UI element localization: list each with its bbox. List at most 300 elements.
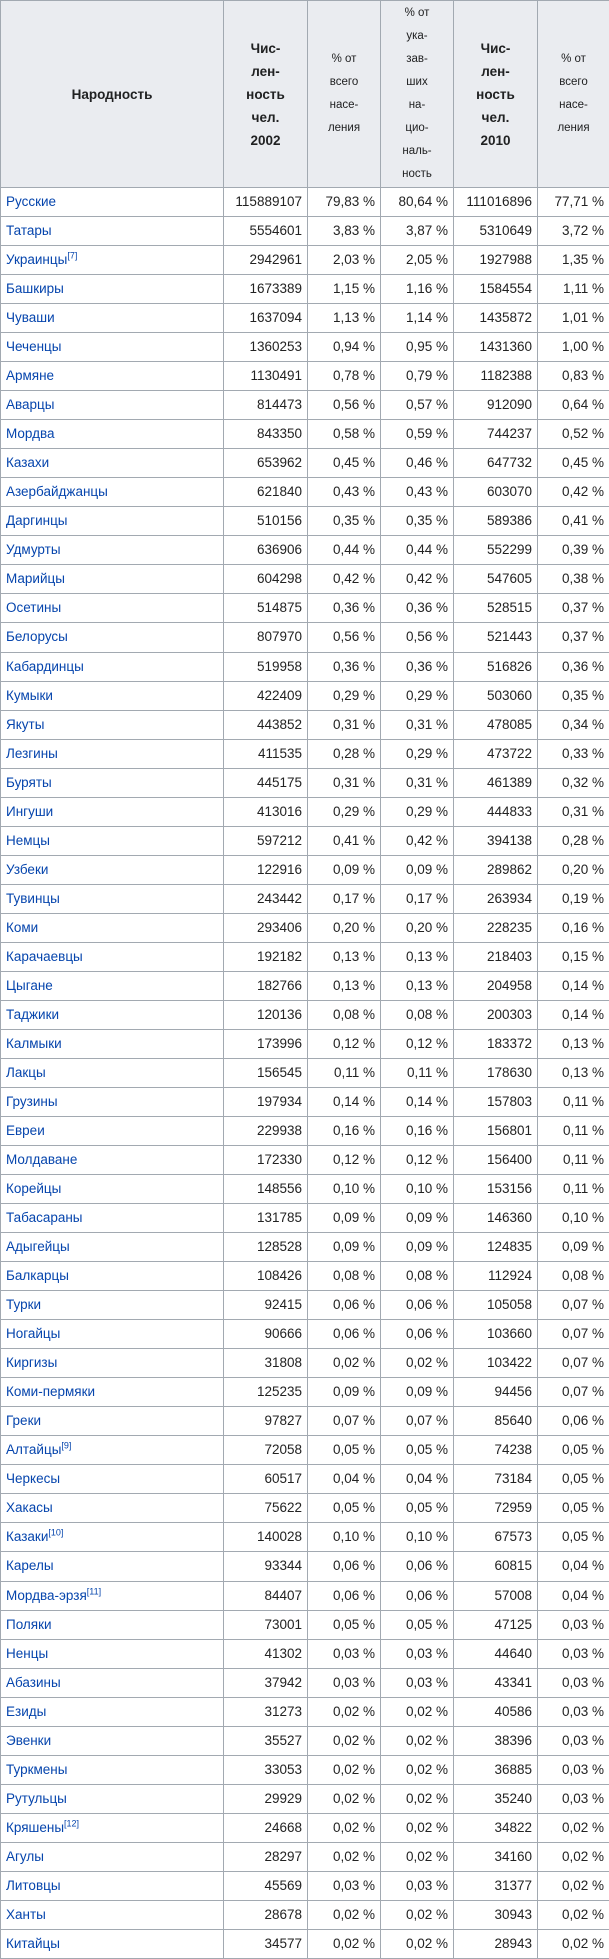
pct-total-2002-cell: 0,29 % <box>308 681 381 710</box>
nationality-link[interactable] <box>1 1871 224 1900</box>
table-row <box>1 1523 609 1552</box>
pct-total-2002-cell: 79,83 % <box>308 188 381 217</box>
nationality-link[interactable] <box>1 1813 224 1842</box>
count-2002-cell: 128528 <box>224 1233 308 1262</box>
nationality-link[interactable] <box>1 1784 224 1813</box>
count-2002-cell: 24668 <box>224 1813 308 1842</box>
nationality-link[interactable] <box>1 478 224 507</box>
pct-declared-cell: 0,20 % <box>381 913 454 942</box>
pct-total-2002-cell: 0,13 % <box>308 942 381 971</box>
count-2010-cell: 74238 <box>454 1436 538 1465</box>
count-2002-cell: 122916 <box>224 855 308 884</box>
count-2010-cell: 218403 <box>454 942 538 971</box>
pct-declared-cell: 0,02 % <box>381 1929 454 1958</box>
pct-total-2010-cell: 0,11 % <box>538 1117 609 1146</box>
nationality-name[interactable]: Корейцы <box>6 1181 62 1197</box>
pct-declared-cell: 0,59 % <box>381 420 454 449</box>
nationality-name[interactable]: Марийцы <box>6 571 65 587</box>
nationality-name[interactable]: Греки <box>6 1413 42 1429</box>
nationality-link[interactable] <box>1 1146 224 1175</box>
nationality-name[interactable]: Литовцы <box>6 1877 61 1893</box>
nationality-name[interactable]: Грузины <box>6 1093 58 1109</box>
count-2002-cell: 108426 <box>224 1262 308 1291</box>
pct-total-2010-cell: 0,37 % <box>538 623 609 652</box>
pct-total-2002-cell: 0,16 % <box>308 1117 381 1146</box>
pct-total-2002-cell: 0,12 % <box>308 1146 381 1175</box>
pct-declared-cell: 0,06 % <box>381 1581 454 1610</box>
count-2010-cell: 72959 <box>454 1494 538 1523</box>
pct-declared-cell: 0,36 % <box>381 594 454 623</box>
header-count-2002[interactable]: Чис- лен- ность чел. 2002 <box>224 1 308 188</box>
nationality-name[interactable]: Буряты <box>6 774 52 790</box>
nationality-name[interactable]: Хакасы <box>6 1500 53 1516</box>
nationality-name[interactable]: Таджики <box>6 1006 60 1022</box>
pct-total-2002-cell: 0,36 % <box>308 594 381 623</box>
nationality-name[interactable]: Белорусы <box>6 629 68 645</box>
count-2010-cell: 204958 <box>454 971 538 1000</box>
nationality-name[interactable]: Поляки <box>6 1616 52 1632</box>
nationality-link[interactable] <box>1 1407 224 1436</box>
nationality-name[interactable]: Кумыки <box>6 687 53 703</box>
pct-declared-cell: 0,36 % <box>381 652 454 681</box>
nationality-name[interactable]: Абазины <box>6 1674 61 1690</box>
header-pct-total-2010[interactable]: % от всего насе- ления <box>538 1 609 188</box>
pct-declared-cell: 80,64 % <box>381 188 454 217</box>
pct-declared-cell: 0,16 % <box>381 1117 454 1146</box>
count-2010-cell: 85640 <box>454 1407 538 1436</box>
nationality-name[interactable]: Якуты <box>6 716 45 732</box>
pct-total-2010-cell: 0,03 % <box>538 1697 609 1726</box>
nationality-link[interactable] <box>1 449 224 478</box>
pct-total-2002-cell: 1,13 % <box>308 304 381 333</box>
nationality-name[interactable]: Мордва-эрзя <box>6 1587 87 1603</box>
count-2002-cell: 31273 <box>224 1697 308 1726</box>
pct-total-2010-cell: 0,03 % <box>538 1755 609 1784</box>
header-pct-total-2002[interactable]: % от всего насе- ления <box>308 1 381 188</box>
pct-declared-cell: 0,05 % <box>381 1610 454 1639</box>
nationality-name[interactable]: Тувинцы <box>6 890 60 906</box>
pct-declared-cell: 0,57 % <box>381 391 454 420</box>
table-row <box>1 710 609 739</box>
pct-total-2002-cell: 0,02 % <box>308 1813 381 1842</box>
nationality-name[interactable]: Черкесы <box>6 1471 61 1487</box>
count-2002-cell: 807970 <box>224 623 308 652</box>
nationality-name[interactable]: Эвенки <box>6 1732 52 1748</box>
nationality-name[interactable]: Киргизы <box>6 1355 58 1371</box>
nationality-link[interactable] <box>1 217 224 246</box>
pct-total-2010-cell: 0,19 % <box>538 884 609 913</box>
nationality-link[interactable] <box>1 681 224 710</box>
nationality-name[interactable]: Алтайцы <box>6 1442 62 1458</box>
count-2010-cell: 1927988 <box>454 246 538 275</box>
count-2010-cell: 444833 <box>454 797 538 826</box>
nationality-link[interactable] <box>1 333 224 362</box>
count-2010-cell: 60815 <box>454 1552 538 1581</box>
count-2002-cell: 5554601 <box>224 217 308 246</box>
table-row <box>1 855 609 884</box>
pct-total-2010-cell: 0,05 % <box>538 1494 609 1523</box>
count-2010-cell: 153156 <box>454 1175 538 1204</box>
nationality-link[interactable] <box>1 1494 224 1523</box>
nationality-link[interactable] <box>1 710 224 739</box>
count-2010-cell: 1431360 <box>454 333 538 362</box>
nationality-link[interactable] <box>1 536 224 565</box>
pct-total-2010-cell: 0,20 % <box>538 855 609 884</box>
table-row <box>1 536 609 565</box>
pct-total-2002-cell: 0,02 % <box>308 1697 381 1726</box>
table-row <box>1 1233 609 1262</box>
nationality-link[interactable] <box>1 391 224 420</box>
nationality-link[interactable] <box>1 1204 224 1233</box>
nationality-link[interactable] <box>1 275 224 304</box>
count-2010-cell: 67573 <box>454 1523 538 1552</box>
table-row <box>1 1204 609 1233</box>
nationality-link[interactable] <box>1 1087 224 1116</box>
nationality-name[interactable]: Ненцы <box>6 1645 49 1661</box>
pct-total-2002-cell: 0,36 % <box>308 652 381 681</box>
nationality-name[interactable]: Евреи <box>6 1123 45 1139</box>
nationality-name[interactable]: Азербайджанцы <box>6 484 108 500</box>
nationality-link[interactable] <box>1 1117 224 1146</box>
pct-declared-cell: 0,08 % <box>381 1000 454 1029</box>
pct-total-2010-cell: 1,00 % <box>538 333 609 362</box>
count-2010-cell: 528515 <box>454 594 538 623</box>
table-row <box>1 1726 609 1755</box>
pct-total-2002-cell: 0,11 % <box>308 1058 381 1087</box>
nationality-link[interactable] <box>1 1842 224 1871</box>
nationality-name[interactable]: Лакцы <box>6 1064 46 1080</box>
nationality-link[interactable] <box>1 1552 224 1581</box>
count-2002-cell: 1360253 <box>224 333 308 362</box>
nationality-link[interactable] <box>1 1610 224 1639</box>
count-2010-cell: 124835 <box>454 1233 538 1262</box>
nationality-link[interactable] <box>1 855 224 884</box>
pct-total-2002-cell: 0,03 % <box>308 1639 381 1668</box>
nationality-name[interactable]: Татары <box>6 223 52 239</box>
count-2002-cell: 514875 <box>224 594 308 623</box>
count-2002-cell: 243442 <box>224 884 308 913</box>
table-row <box>1 246 609 275</box>
header-pct-declared[interactable]: % от ука- зав- ших на- цио- наль- ность <box>381 1 454 188</box>
footnote-ref[interactable]: [7] <box>67 250 78 261</box>
nationality-link[interactable] <box>1 1436 224 1465</box>
pct-total-2010-cell: 0,04 % <box>538 1552 609 1581</box>
pct-total-2010-cell: 0,13 % <box>538 1058 609 1087</box>
nationality-link[interactable] <box>1 1726 224 1755</box>
nationality-link[interactable] <box>1 1523 224 1552</box>
count-2002-cell: 45569 <box>224 1871 308 1900</box>
footnote-ref[interactable]: [12] <box>64 1818 80 1829</box>
pct-declared-cell: 0,09 % <box>381 1378 454 1407</box>
count-2002-cell: 120136 <box>224 1000 308 1029</box>
nationality-name[interactable]: Карачаевцы <box>6 948 83 964</box>
nationality-name[interactable]: Китайцы <box>6 1935 60 1951</box>
nationality-link[interactable] <box>1 1900 224 1929</box>
pct-total-2002-cell: 0,44 % <box>308 536 381 565</box>
nationality-name[interactable]: Молдаване <box>6 1152 78 1168</box>
pct-total-2002-cell: 0,78 % <box>308 362 381 391</box>
count-2010-cell: 473722 <box>454 739 538 768</box>
table-row <box>1 1058 609 1087</box>
table-row <box>1 1581 609 1610</box>
nationality-link[interactable] <box>1 362 224 391</box>
pct-total-2010-cell: 0,04 % <box>538 1581 609 1610</box>
pct-declared-cell: 0,04 % <box>381 1465 454 1494</box>
table-row <box>1 768 609 797</box>
pct-total-2010-cell: 1,01 % <box>538 304 609 333</box>
footnote-ref[interactable]: [11] <box>86 1586 102 1597</box>
nationality-link[interactable] <box>1 913 224 942</box>
nationality-name[interactable]: Адыгейцы <box>6 1239 70 1255</box>
table-row <box>1 1755 609 1784</box>
pct-total-2002-cell: 0,04 % <box>308 1465 381 1494</box>
count-2010-cell: 36885 <box>454 1755 538 1784</box>
nationality-link[interactable] <box>1 1581 224 1610</box>
count-2010-cell: 73184 <box>454 1465 538 1494</box>
nationality-name[interactable]: Казахи <box>6 455 50 471</box>
nationality-link[interactable] <box>1 1349 224 1378</box>
nationality-link[interactable] <box>1 652 224 681</box>
pct-total-2002-cell: 0,02 % <box>308 1929 381 1958</box>
pct-total-2010-cell: 0,16 % <box>538 913 609 942</box>
pct-total-2002-cell: 0,56 % <box>308 391 381 420</box>
nationality-link[interactable] <box>1 884 224 913</box>
footnote-ref[interactable]: [9] <box>61 1440 72 1451</box>
nationality-name[interactable]: Балкарцы <box>6 1268 69 1284</box>
pct-total-2010-cell: 0,37 % <box>538 594 609 623</box>
nationality-link[interactable] <box>1 826 224 855</box>
table-row <box>1 594 609 623</box>
pct-total-2010-cell: 0,11 % <box>538 1146 609 1175</box>
count-2002-cell: 131785 <box>224 1204 308 1233</box>
nationality-name[interactable]: Русские <box>6 194 57 210</box>
count-2002-cell: 1637094 <box>224 304 308 333</box>
table-row <box>1 1697 609 1726</box>
count-2002-cell: 125235 <box>224 1378 308 1407</box>
nationality-name[interactable]: Осетины <box>6 600 62 616</box>
nationality-name[interactable]: Турки <box>6 1297 42 1313</box>
count-2010-cell: 112924 <box>454 1262 538 1291</box>
nationality-link[interactable] <box>1 1755 224 1784</box>
pct-total-2002-cell: 0,35 % <box>308 507 381 536</box>
nationality-name[interactable]: Аварцы <box>6 397 55 413</box>
nationality-name[interactable]: Чеченцы <box>6 339 62 355</box>
nationality-name[interactable]: Коми <box>6 919 39 935</box>
count-2002-cell: 172330 <box>224 1146 308 1175</box>
nationality-name[interactable]: Туркмены <box>6 1761 68 1777</box>
footnote-ref[interactable]: [10] <box>48 1527 64 1538</box>
pct-total-2002-cell: 0,28 % <box>308 739 381 768</box>
pct-total-2010-cell: 0,31 % <box>538 797 609 826</box>
nationality-name[interactable]: Украинцы <box>6 252 68 268</box>
pct-total-2010-cell: 0,10 % <box>538 1204 609 1233</box>
pct-declared-cell: 0,06 % <box>381 1291 454 1320</box>
nationality-name[interactable]: Ингуши <box>6 803 54 819</box>
nationality-link[interactable] <box>1 1175 224 1204</box>
nationality-link[interactable] <box>1 594 224 623</box>
pct-declared-cell: 0,13 % <box>381 971 454 1000</box>
nationality-name[interactable]: Табасараны <box>6 1210 83 1226</box>
nationality-link[interactable] <box>1 1320 224 1349</box>
table-header <box>1 1 609 188</box>
nationality-name[interactable]: Кабардинцы <box>6 658 84 674</box>
nationality-name[interactable]: Кряшены <box>6 1819 65 1835</box>
nationality-name[interactable]: Цыгане <box>6 977 53 993</box>
table-row <box>1 1784 609 1813</box>
pct-total-2010-cell: 0,03 % <box>538 1668 609 1697</box>
pct-total-2002-cell: 1,15 % <box>308 275 381 304</box>
nationality-name[interactable]: Ногайцы <box>6 1326 61 1342</box>
table-row <box>1 362 609 391</box>
pct-total-2002-cell: 0,02 % <box>308 1784 381 1813</box>
pct-total-2002-cell: 0,13 % <box>308 971 381 1000</box>
nationality-link[interactable] <box>1 1668 224 1697</box>
table-row <box>1 333 609 362</box>
nationality-name[interactable]: Лезгины <box>6 745 58 761</box>
pct-total-2010-cell: 1,11 % <box>538 275 609 304</box>
pct-total-2010-cell: 0,14 % <box>538 971 609 1000</box>
pct-declared-cell: 0,79 % <box>381 362 454 391</box>
nationality-link[interactable] <box>1 623 224 652</box>
count-2010-cell: 521443 <box>454 623 538 652</box>
table-row <box>1 1929 609 1958</box>
nationality-name[interactable]: Мордва <box>6 426 55 442</box>
table-row <box>1 1262 609 1291</box>
count-2002-cell: 621840 <box>224 478 308 507</box>
pct-declared-cell: 0,10 % <box>381 1523 454 1552</box>
nationality-link[interactable] <box>1 1029 224 1058</box>
nationality-name[interactable]: Езиды <box>6 1703 47 1719</box>
pct-total-2002-cell: 0,03 % <box>308 1871 381 1900</box>
nationality-link[interactable] <box>1 797 224 826</box>
nationality-link[interactable] <box>1 1291 224 1320</box>
nationality-name[interactable]: Башкиры <box>6 281 64 297</box>
table-row <box>1 1494 609 1523</box>
pct-declared-cell: 0,07 % <box>381 1407 454 1436</box>
pct-total-2010-cell: 0,39 % <box>538 536 609 565</box>
nationality-link[interactable] <box>1 1233 224 1262</box>
table-row <box>1 797 609 826</box>
nationality-name[interactable]: Коми-пермяки <box>6 1384 96 1400</box>
nationality-name[interactable]: Агулы <box>6 1848 44 1864</box>
table-row <box>1 1349 609 1378</box>
nationality-link[interactable] <box>1 246 224 275</box>
header-count-2010[interactable]: Чис- лен- ность чел. 2010 <box>454 1 538 188</box>
pct-total-2002-cell: 0,03 % <box>308 1668 381 1697</box>
table-row <box>1 681 609 710</box>
nationality-name[interactable]: Даргинцы <box>6 513 68 529</box>
count-2002-cell: 443852 <box>224 710 308 739</box>
pct-total-2002-cell: 0,94 % <box>308 333 381 362</box>
nationality-name[interactable]: Ханты <box>6 1906 46 1922</box>
pct-total-2010-cell: 0,05 % <box>538 1523 609 1552</box>
count-2002-cell: 84407 <box>224 1581 308 1610</box>
nationality-name[interactable]: Армяне <box>6 368 55 384</box>
table-row <box>1 1029 609 1058</box>
count-2010-cell: 547605 <box>454 565 538 594</box>
nationality-link[interactable] <box>1 739 224 768</box>
count-2010-cell: 43341 <box>454 1668 538 1697</box>
pct-total-2002-cell: 0,10 % <box>308 1523 381 1552</box>
nationality-link[interactable] <box>1 1000 224 1029</box>
nationality-name[interactable]: Казаки <box>6 1529 49 1545</box>
nationality-link[interactable] <box>1 1465 224 1494</box>
nationality-name[interactable]: Немцы <box>6 832 50 848</box>
nationality-link[interactable] <box>1 768 224 797</box>
count-2010-cell: 744237 <box>454 420 538 449</box>
count-2002-cell: 197934 <box>224 1087 308 1116</box>
pct-declared-cell: 0,46 % <box>381 449 454 478</box>
pct-declared-cell: 2,05 % <box>381 246 454 275</box>
pct-total-2010-cell: 0,03 % <box>538 1726 609 1755</box>
nationality-link[interactable] <box>1 188 224 217</box>
nationality-link[interactable] <box>1 1378 224 1407</box>
count-2002-cell: 29929 <box>224 1784 308 1813</box>
nationality-link[interactable] <box>1 1262 224 1291</box>
pct-total-2010-cell: 0,35 % <box>538 681 609 710</box>
nationality-name[interactable]: Рутульцы <box>6 1790 67 1806</box>
count-2002-cell: 411535 <box>224 739 308 768</box>
nationality-link[interactable] <box>1 1058 224 1087</box>
count-2010-cell: 912090 <box>454 391 538 420</box>
nationality-link[interactable] <box>1 1929 224 1958</box>
count-2010-cell: 552299 <box>454 536 538 565</box>
nationality-link[interactable] <box>1 304 224 333</box>
nationality-name[interactable]: Чуваши <box>6 310 55 326</box>
count-2010-cell: 31377 <box>454 1871 538 1900</box>
count-2002-cell: 1673389 <box>224 275 308 304</box>
nationality-name[interactable]: Узбеки <box>6 861 49 877</box>
pct-declared-cell: 0,08 % <box>381 1262 454 1291</box>
pct-declared-cell: 0,29 % <box>381 681 454 710</box>
pct-declared-cell: 0,05 % <box>381 1494 454 1523</box>
nationality-name[interactable]: Удмурты <box>6 542 61 558</box>
pct-declared-cell: 0,06 % <box>381 1552 454 1581</box>
pct-total-2002-cell: 0,09 % <box>308 1233 381 1262</box>
nationality-link[interactable] <box>1 420 224 449</box>
nationality-link[interactable] <box>1 507 224 536</box>
pct-total-2010-cell: 0,38 % <box>538 565 609 594</box>
count-2002-cell: 519958 <box>224 652 308 681</box>
pct-declared-cell: 0,29 % <box>381 797 454 826</box>
pct-total-2010-cell: 0,03 % <box>538 1784 609 1813</box>
header-nationality[interactable]: Народность <box>1 1 224 188</box>
nationality-link[interactable] <box>1 1697 224 1726</box>
pct-total-2002-cell: 0,14 % <box>308 1087 381 1116</box>
count-2010-cell: 38396 <box>454 1726 538 1755</box>
nationality-link[interactable] <box>1 942 224 971</box>
pct-total-2010-cell: 0,03 % <box>538 1639 609 1668</box>
count-2002-cell: 28297 <box>224 1842 308 1871</box>
nationality-link[interactable] <box>1 971 224 1000</box>
nationality-link[interactable] <box>1 1639 224 1668</box>
pct-declared-cell: 0,42 % <box>381 826 454 855</box>
pct-declared-cell: 3,87 % <box>381 217 454 246</box>
pct-declared-cell: 0,14 % <box>381 1087 454 1116</box>
nationality-name[interactable]: Карелы <box>6 1558 54 1574</box>
count-2002-cell: 34577 <box>224 1929 308 1958</box>
pct-declared-cell: 0,02 % <box>381 1842 454 1871</box>
count-2010-cell: 228235 <box>454 913 538 942</box>
nationality-link[interactable] <box>1 565 224 594</box>
pct-total-2002-cell: 0,56 % <box>308 623 381 652</box>
count-2002-cell: 92415 <box>224 1291 308 1320</box>
count-2010-cell: 461389 <box>454 768 538 797</box>
pct-total-2002-cell: 0,02 % <box>308 1349 381 1378</box>
pct-total-2002-cell: 0,05 % <box>308 1494 381 1523</box>
count-2002-cell: 192182 <box>224 942 308 971</box>
nationality-name[interactable]: Калмыки <box>6 1035 62 1051</box>
